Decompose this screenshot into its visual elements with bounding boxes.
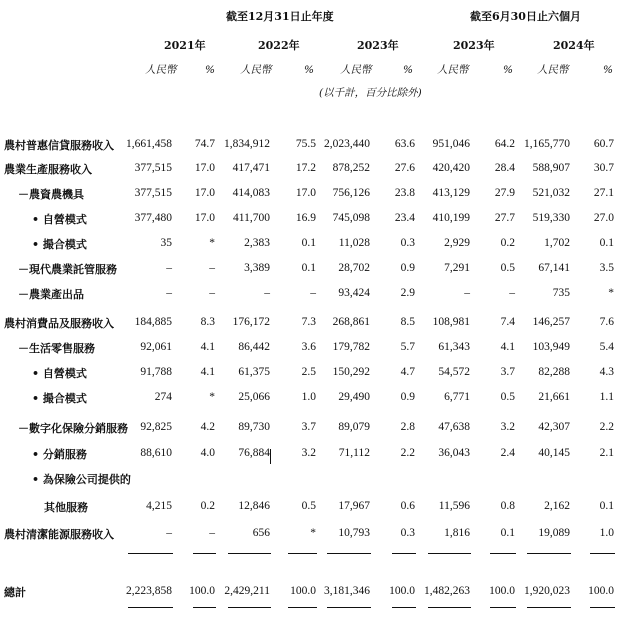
table-row-5-cell-9: 3.5 [599,262,614,274]
table-row-4-cell-9: 0.1 [599,237,614,249]
subtotal-rule-3 [288,553,317,554]
table-row-total-cell-6: 1,482,263 [424,585,470,597]
table-row-14-cell-6: 11,596 [438,500,470,512]
table-row-7-cell-1: 8.3 [200,316,215,328]
table-row-0-cell-6: 951,046 [432,138,470,150]
table-row-5-cell-6: 7,291 [444,262,470,274]
table-row-9-cell-6: 54,572 [438,366,470,378]
table-row-1-cell-5: 27.6 [394,162,415,174]
table-row-7-cell-0: 184,885 [134,316,172,328]
header-year-2022: 2022年 [258,39,300,52]
table-row-11-cell-1: 4.2 [200,421,215,433]
subtotal-rule-5 [392,553,416,554]
header-rmb-2024-h1: 人民幣 [537,64,569,76]
subtotal-rule-6 [428,553,471,554]
table-row-11-cell-2: 89,730 [238,421,270,433]
total-rule-3 [288,607,317,608]
table-row-3-cell-5: 23.4 [394,212,415,224]
header-year-2023: 2023年 [357,39,399,52]
table-row-3-cell-4: 745,098 [332,212,370,224]
table-row-14-label: 其他服務 [44,501,88,514]
table-row-11-cell-7: 3.2 [500,421,515,433]
table-row-8-cell-2: 86,442 [238,341,270,353]
total-rule-2 [228,607,271,608]
header-rmb-2022: 人民幣 [240,64,272,76]
table-row-11-cell-3: 3.7 [301,421,316,433]
table-row-6-cell-0: – [166,287,172,299]
table-row-total-cell-2: 2,429,211 [224,585,270,597]
table-row-3-cell-6: 410,199 [432,212,470,224]
table-row-6-cell-5: 2.9 [400,287,415,299]
table-row-6-cell-3: – [310,287,316,299]
table-row-0-cell-5: 63.6 [394,138,415,150]
table-row-1-cell-7: 28.4 [494,162,515,174]
header-year-2024-h1: 2024年 [553,39,595,52]
table-row-4-cell-6: 2,929 [444,237,470,249]
header-rmb-2023-h1: 人民幣 [437,64,469,76]
table-row-9-cell-2: 61,375 [238,366,270,378]
table-row-4-cell-1: * [209,237,215,249]
header-pct-2021: % [205,64,215,76]
text-cursor [270,449,271,464]
total-rule-0 [128,607,173,608]
table-row-5-label: －現代農業託管服務 [18,263,117,276]
table-row-3-cell-8: 519,330 [532,212,570,224]
table-row-4-cell-7: 0.2 [500,237,515,249]
table-row-total-cell-8: 1,920,023 [524,585,570,597]
table-row-10-cell-2: 25,066 [238,391,270,403]
table-row-7-cell-3: 7.3 [301,316,316,328]
table-row-8-cell-0: 92,061 [140,341,172,353]
table-row-12-cell-8: 40,145 [538,447,570,459]
header-year-2023-h1: 2023年 [453,39,495,52]
table-row-2-cell-7: 27.9 [494,187,515,199]
table-row-1-cell-3: 17.2 [295,162,316,174]
table-row-8-cell-1: 4.1 [200,341,215,353]
table-row-10-cell-4: 29,490 [338,391,370,403]
table-row-0-cell-1: 74.7 [194,138,215,150]
table-row-9-cell-1: 4.1 [200,366,215,378]
table-row-10-cell-9: 1.1 [599,391,614,403]
table-row-3-cell-3: 16.9 [295,212,316,224]
table-row-3-label: • 自營模式 [32,213,87,226]
header-rmb-2023: 人民幣 [340,64,372,76]
table-row-8-cell-9: 5.4 [599,341,614,353]
table-row-5-cell-4: 28,702 [338,262,370,274]
total-rule-6 [428,607,471,608]
table-row-15-cell-2: 656 [252,527,270,539]
subtotal-rule-9 [590,553,615,554]
table-row-1-cell-6: 420,420 [432,162,470,174]
table-row-11-cell-6: 47,638 [438,421,470,433]
table-row-14-cell-2: 12,846 [238,500,270,512]
table-row-6-cell-9: * [608,287,614,299]
table-row-3-cell-9: 27.0 [593,212,614,224]
table-row-14-cell-7: 0.8 [500,500,515,512]
table-row-4-cell-8: 1,702 [544,237,570,249]
table-row-15-cell-6: 1,816 [444,527,470,539]
header-pct-2024-h1: % [603,64,613,76]
table-row-total-cell-3: 100.0 [290,585,316,597]
table-row-7-cell-2: 176,172 [232,316,270,328]
table-row-12-cell-9: 2.1 [599,447,614,459]
table-row-15-cell-8: 19,089 [538,527,570,539]
table-row-9-cell-3: 2.5 [301,366,316,378]
table-row-0-cell-0: 1,661,458 [126,138,172,150]
table-row-15-cell-9: 1.0 [599,527,614,539]
table-row-0-cell-2: 1,834,912 [224,138,270,150]
total-rule-5 [392,607,416,608]
table-row-7-label: 農村消費品及服務收入 [4,317,114,330]
subtotal-rule-1 [193,553,216,554]
table-row-4-cell-5: 0.3 [400,237,415,249]
table-row-4-cell-2: 2,383 [244,237,270,249]
table-row-4-cell-3: 0.1 [301,237,316,249]
table-row-11-cell-5: 2.8 [400,421,415,433]
table-row-0-cell-4: 2,023,440 [324,138,370,150]
table-row-12-cell-7: 2.4 [500,447,515,459]
table-row-1-cell-0: 377,515 [134,162,172,174]
table-row-9-cell-5: 4.7 [400,366,415,378]
table-row-11-label: －數字化保險分銷服務 [18,422,128,435]
table-row-3-cell-7: 27.7 [494,212,515,224]
table-row-7-cell-5: 8.5 [400,316,415,328]
header-unit-note: (以千計，百分比除外) [319,87,422,99]
table-row-11-cell-9: 2.2 [599,421,614,433]
table-row-0-label: 農村普惠信貸服務收入 [4,139,114,152]
table-row-14-cell-9: 0.1 [599,500,614,512]
table-row-3-cell-2: 411,700 [233,212,270,224]
table-row-4-cell-0: 35 [160,237,172,249]
table-row-2-cell-5: 23.8 [394,187,415,199]
header-year-2021: 2021年 [164,39,206,52]
table-row-9-cell-7: 3.7 [500,366,515,378]
total-rule-9 [590,607,615,608]
table-row-1-cell-2: 417,471 [232,162,270,174]
table-row-8-label: －生活零售服務 [18,342,95,355]
table-row-2-cell-6: 413,129 [432,187,470,199]
table-row-0-cell-9: 60.7 [593,138,614,150]
table-row-10-cell-0: 274 [154,391,172,403]
total-rule-4 [327,607,371,608]
total-rule-8 [527,607,571,608]
table-row-9-cell-9: 4.3 [599,366,614,378]
table-row-10-cell-8: 21,661 [538,391,570,403]
header-group-years: 截至12月31日止年度 [226,10,334,23]
table-row-2-cell-0: 377,515 [134,187,172,199]
table-row-8-cell-3: 3.6 [301,341,316,353]
table-row-2-label: －農資農機具 [18,188,84,201]
table-row-14-cell-8: 2,162 [544,500,570,512]
header-rmb-2021: 人民幣 [145,64,177,76]
table-row-4-label: • 撮合模式 [32,238,87,251]
table-row-8-cell-8: 103,949 [532,341,570,353]
table-row-10-cell-6: 6,771 [444,391,470,403]
table-row-10-cell-1: * [209,391,215,403]
table-row-total-cell-9: 100.0 [588,585,614,597]
table-row-total-cell-0: 2,223,858 [126,585,172,597]
table-row-5-cell-7: 0.5 [500,262,515,274]
table-row-14-cell-0: 4,215 [146,500,172,512]
table-row-5-cell-1: – [209,262,215,274]
table-row-1-label: 農業生產服務收入 [4,163,92,176]
table-row-2-cell-1: 17.0 [194,187,215,199]
table-row-2-cell-2: 414,083 [232,187,270,199]
header-pct-2023-h1: % [503,64,513,76]
table-row-7-cell-9: 7.6 [599,316,614,328]
table-row-2-cell-9: 27.1 [593,187,614,199]
table-row-14-cell-5: 0.6 [400,500,415,512]
table-row-0-cell-7: 64.2 [494,138,515,150]
table-row-2-cell-4: 756,126 [332,187,370,199]
table-row-3-cell-0: 377,480 [134,212,172,224]
table-row-9-cell-0: 91,788 [140,366,172,378]
table-row-5-cell-8: 67,141 [538,262,570,274]
header-pct-2023: % [403,64,413,76]
table-row-3-cell-1: 17.0 [194,212,215,224]
table-row-7-cell-6: 108,981 [432,316,470,328]
table-row-8-cell-7: 4.1 [500,341,515,353]
table-row-6-cell-4: 93,424 [338,287,370,299]
table-row-1-cell-1: 17.0 [194,162,215,174]
table-row-15-cell-4: 10,793 [338,527,370,539]
table-row-7-cell-7: 7.4 [500,316,515,328]
table-row-12-cell-3: 3.2 [301,447,316,459]
table-row-15-cell-5: 0.3 [400,527,415,539]
table-row-total-cell-7: 100.0 [489,585,515,597]
table-row-14-cell-3: 0.5 [301,500,316,512]
table-row-2-cell-3: 17.0 [295,187,316,199]
table-row-1-cell-9: 30.7 [593,162,614,174]
table-row-total-cell-5: 100.0 [389,585,415,597]
table-row-9-cell-4: 150,292 [332,366,370,378]
table-row-12-cell-1: 4.0 [200,447,215,459]
table-row-12-label: • 分銷服務 [32,448,87,461]
table-row-12-cell-6: 36,043 [438,447,470,459]
table-row-total-cell-4: 3,181,346 [324,585,370,597]
table-row-0-cell-8: 1,165,770 [524,138,570,150]
table-row-0-cell-3: 75.5 [295,138,316,150]
table-row-total-cell-1: 100.0 [189,585,215,597]
table-row-14-cell-4: 17,967 [338,500,370,512]
table-row-12-cell-0: 88,610 [140,447,172,459]
table-row-2-cell-8: 521,032 [532,187,570,199]
table-row-6-cell-1: – [209,287,215,299]
table-row-7-cell-4: 268,861 [332,316,370,328]
table-row-12-cell-5: 2.2 [400,447,415,459]
table-row-15-cell-3: * [310,527,316,539]
table-row-6-cell-7: – [509,287,515,299]
table-row-9-cell-8: 82,288 [538,366,570,378]
header-pct-2022: % [304,64,314,76]
table-row-5-cell-0: – [166,262,172,274]
table-row-1-cell-8: 588,907 [532,162,570,174]
table-row-9-label: • 自營模式 [32,367,87,380]
table-row-10-cell-7: 0.5 [500,391,515,403]
total-rule-7 [490,607,516,608]
table-row-5-cell-5: 0.9 [400,262,415,274]
table-row-8-cell-5: 5.7 [400,341,415,353]
table-row-6-cell-6: – [464,287,470,299]
table-row-13-label: • 為保險公司提供的 [32,473,131,486]
table-row-10-label: • 撮合模式 [32,392,87,405]
table-row-11-cell-0: 92,825 [140,421,172,433]
table-row-12-cell-4: 71,112 [338,447,370,459]
table-row-15-cell-0: – [166,527,172,539]
table-row-10-cell-5: 0.9 [400,391,415,403]
table-row-15-cell-7: 0.1 [500,527,515,539]
table-row-14-cell-1: 0.2 [200,500,215,512]
table-row-8-cell-6: 61,343 [438,341,470,353]
table-row-1-cell-4: 878,252 [332,162,370,174]
subtotal-rule-2 [228,553,271,554]
table-row-15-cell-1: – [209,527,215,539]
table-row-6-cell-2: – [264,287,270,299]
table-row-11-cell-4: 89,079 [338,421,370,433]
subtotal-rule-0 [128,553,173,554]
header-group-six-months: 截至6月30日止六個月 [470,10,581,23]
table-row-total-label: 總計 [4,586,26,599]
subtotal-rule-8 [527,553,571,554]
table-row-12-cell-2: 76,884 [238,447,270,459]
table-row-5-cell-3: 0.1 [301,262,316,274]
table-row-6-cell-8: 735 [552,287,570,299]
table-row-6-label: －農業產出品 [18,288,84,301]
subtotal-rule-4 [327,553,371,554]
subtotal-rule-7 [490,553,516,554]
table-row-8-cell-4: 179,782 [332,341,370,353]
table-row-11-cell-8: 42,307 [538,421,570,433]
table-row-7-cell-8: 146,257 [532,316,570,328]
table-row-5-cell-2: 3,389 [244,262,270,274]
table-row-15-label: 農村清潔能源服務收入 [4,528,114,541]
total-rule-1 [193,607,216,608]
table-row-4-cell-4: 11,028 [338,237,370,249]
table-row-10-cell-3: 1.0 [301,391,316,403]
